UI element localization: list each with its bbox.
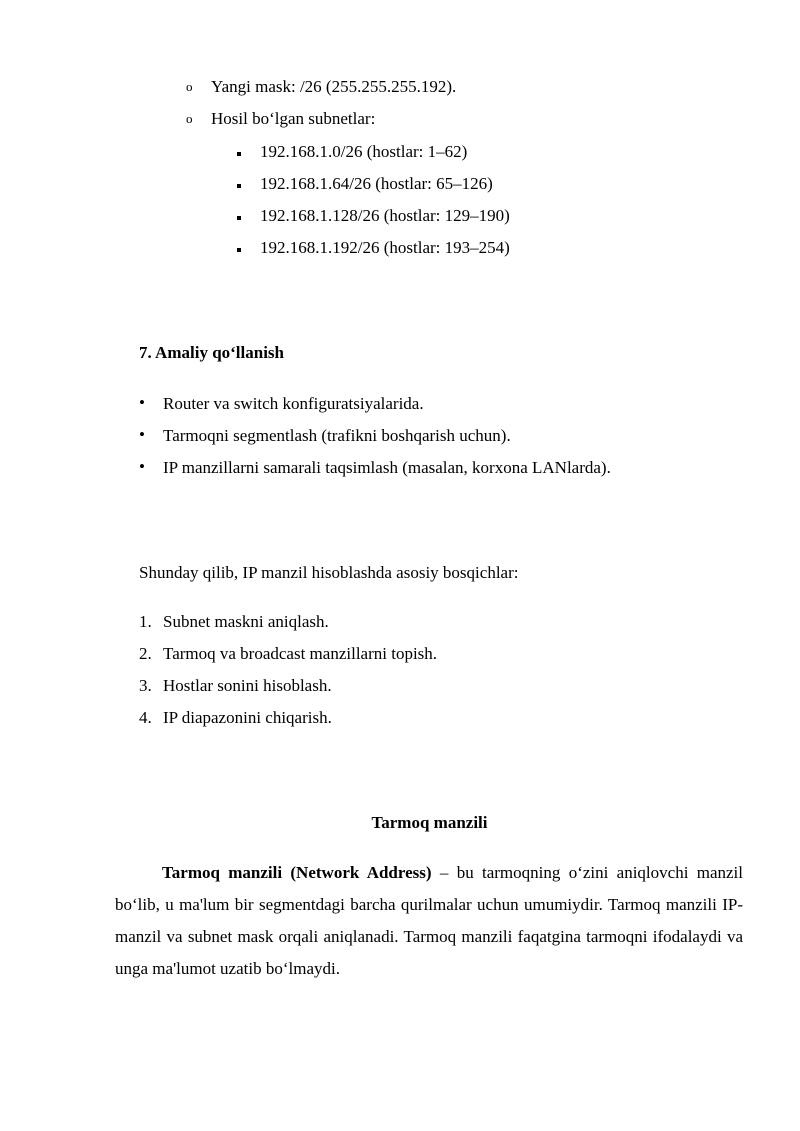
- step-text: Hostlar sonini hisoblash.: [163, 676, 332, 695]
- list-item: IP manzillarni samarali taqsimlash (masalan, korxona LANlarda).: [163, 458, 611, 477]
- square-bullet: [237, 184, 241, 188]
- network-address-paragraph: [115, 857, 743, 985]
- square-bullet: [237, 152, 241, 156]
- dot-bullet: •: [139, 425, 145, 444]
- circle-bullet: o: [186, 111, 193, 126]
- step-number: 4.: [139, 708, 152, 727]
- step-number: 2.: [139, 644, 152, 663]
- square-bullet: [237, 216, 241, 220]
- step-number: 3.: [139, 676, 152, 695]
- subnet-item: 192.168.1.192/26 (hostlar: 193–254): [260, 238, 510, 257]
- step-text: Tarmoq va broadcast manzillarni topish.: [163, 644, 438, 663]
- subnet-item: 192.168.1.64/26 (hostlar: 65–126): [260, 174, 493, 193]
- dot-bullet: •: [139, 393, 145, 412]
- new-mask-text: Yangi mask: /26 (255.255.255.192).: [211, 77, 457, 96]
- circle-bullet: o: [186, 79, 193, 94]
- term-bold: Tarmoq manzili (Network Address): [162, 863, 432, 882]
- definition-text: – bu tarmoqning o‘zini aniqlovchi manzil bo‘lib, u ma'lum bir segmentdagi barcha qurilmalar uchun umumiydir. Tarmoq manzili IP-manzil va subnet mask orqali aniqlanadi. Tarmoq manzili faqatgina tarmoqni ifodalaydi va unga ma'lumot uzatib bo‘lmaydi.: [115, 863, 743, 978]
- section-heading: 7. Amaliy qo‘llanish: [139, 343, 285, 362]
- summary-intro: Shunday qilib, IP manzil hisoblashda asosiy bosqichlar:: [139, 563, 519, 582]
- section-title: Tarmoq manzili: [371, 813, 488, 832]
- list-item: Tarmoqni segmentlash (trafikni boshqarish uchun).: [163, 426, 511, 445]
- dot-bullet: •: [139, 457, 145, 476]
- square-bullet: [237, 248, 241, 252]
- subnet-item: 192.168.1.128/26 (hostlar: 129–190): [260, 206, 510, 225]
- step-text: IP diapazonini chiqarish.: [163, 708, 332, 727]
- step-text: Subnet maskni aniqlash.: [163, 612, 329, 631]
- list-item: Router va switch konfiguratsiyalarida.: [163, 394, 424, 413]
- created-subnets-label: Hosil bo‘lgan subnetlar:: [211, 109, 376, 128]
- subnet-item: 192.168.1.0/26 (hostlar: 1–62): [260, 142, 468, 161]
- step-number: 1.: [139, 612, 152, 631]
